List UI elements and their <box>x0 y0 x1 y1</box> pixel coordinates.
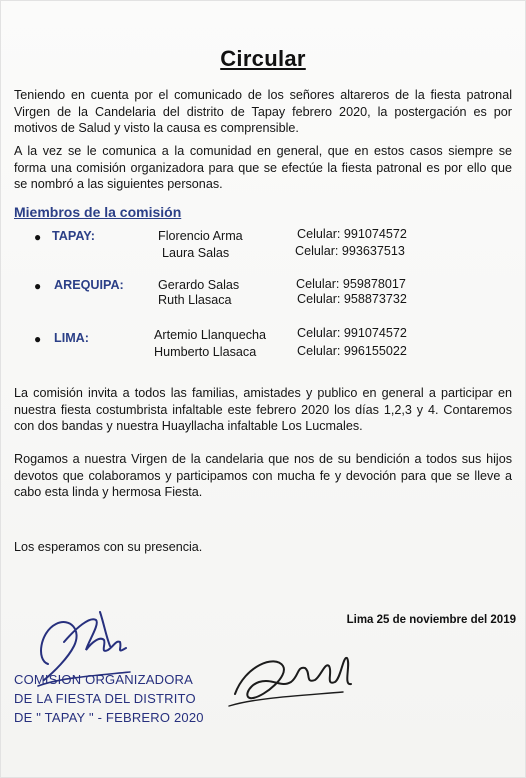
date-line: Lima 25 de noviembre del 2019 <box>346 614 516 626</box>
bullet-icon: ● <box>34 332 42 346</box>
invitation-paragraph: La comisión invita a todos las familias, amistades y publico en general a participar en nuestra fiesta costumbrista infaltable este febrero 2020 los días 1,2,3 y 4. Contaremos con dos bandas y nuestra Huayllacha infaltable Los Lucmales. <box>14 386 512 433</box>
member-name: Ruth Llasaca <box>158 293 232 307</box>
signature-image <box>225 636 365 716</box>
document-title: Circular <box>220 46 306 71</box>
member-phone: Celular: 991074572 <box>297 326 407 340</box>
member-phone: Celular: 991074572 <box>297 227 407 241</box>
prayer-paragraph: Rogamos a nuestra Virgen de la candelaria que nos de su bendición a todos sus hijos devotos que colaboramos y participamos con mucha fe y devoción para que se lleve a cabo esta linda y hermosa Fiesta. <box>14 452 512 499</box>
member-group-tapay <box>0 229 526 269</box>
bullet-icon: ● <box>34 279 42 293</box>
member-phone: Celular: 959878017 <box>296 277 406 291</box>
member-name: Gerardo Salas <box>158 278 240 292</box>
member-name: Artemio Llanquecha <box>154 328 267 342</box>
organizing-committee-stamp <box>14 670 204 727</box>
member-group-lima <box>0 327 526 367</box>
member-group-arequipa <box>0 278 526 318</box>
bullet-icon: ● <box>34 230 42 244</box>
stamp-line: DE " TAPAY " - FEBRERO 2020 <box>14 710 204 725</box>
stamp-line: COMISION ORGANIZADORA <box>14 672 193 687</box>
group-city: TAPAY: <box>52 229 95 243</box>
member-name: Humberto Llasaca <box>154 345 257 359</box>
member-name: Laura Salas <box>162 246 230 260</box>
intro-paragraph: Teniendo en cuenta por el comunicado de los señores altareros de la fiesta patronal Virgen de la Candelaria del distrito de Tapay febrero 2020, la postergación es por motivos de Salud y visto la causa es comprensible. <box>14 88 512 135</box>
members-heading: Miembros de la comisión <box>14 204 182 220</box>
member-name: Florencio Arma <box>158 229 243 243</box>
group-city: AREQUIPA: <box>54 278 124 292</box>
group-city: LIMA: <box>54 331 89 345</box>
stamp-line: DE LA FIESTA DEL DISTRITO <box>14 691 196 706</box>
member-phone: Celular: 993637513 <box>295 244 405 258</box>
member-phone: Celular: 996155022 <box>297 344 407 358</box>
member-phone: Celular: 958873732 <box>297 292 407 306</box>
committee-paragraph: A la vez se le comunica a la comunidad en general, que en estos casos siempre se forma una comisión organizadora para que se efectúe la fiesta patronal es por ello que se nombró a las siguientes personas. <box>14 144 512 191</box>
closing-line: Los esperamos con su presencia. <box>14 540 203 554</box>
